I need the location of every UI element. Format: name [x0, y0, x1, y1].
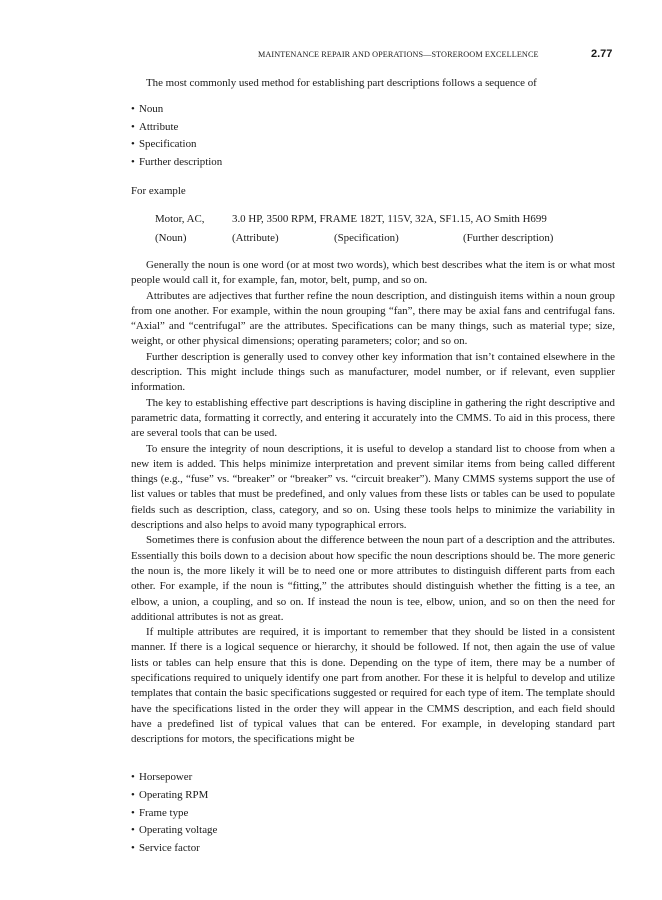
- body-paragraph: Attributes are adjectives that further refine the noun description, and distinguish items within a noun group from one another. For example, within the noun grouping “fan”, there may be axial fans and centrifugal fans. “Axial” and “centrifugal” are the attributes. Specifications can be many things, such as material type; size, weight, or other physical dimensions; operating parameters; color; and so on.: [131, 289, 615, 348]
- body-paragraph: Sometimes there is confusion about the difference between the noun part of a description and the attributes. Essentially this boils down to a decision about how specific the noun descriptions should be. The more generic the noun is, the more likely it will be to need one or more attributes to distinguish different parts from each other. For example, if the noun is “fitting,” the attributes should distinguish whether the fitting is a tee, an elbow, a union, a coupling, and so on. If instead the noun is tee, elbow, union, and so on then the need for additional attributes is not as great.: [131, 534, 615, 623]
- page-content: [131, 76, 615, 857]
- list-item: • Further description: [131, 154, 615, 172]
- body-paragraph: Generally the noun is one word (or at most two words), which best describes what the item is or what most people would call it, for example, fan, motor, belt, pump, and so on.: [131, 258, 615, 287]
- list-item: • Operating voltage: [131, 822, 615, 840]
- page-number: 2.77: [591, 48, 613, 60]
- running-head: MAINTENANCE REPAIR AND OPERATIONS—STOREROOM EXCELLENCE: [258, 50, 539, 59]
- example-noun-value: Motor, AC,: [155, 212, 205, 225]
- example-values-row: [131, 211, 615, 230]
- body-paragraph: To ensure the integrity of noun descriptions, it is useful to develop a standard list to choose from when a new item is added. This helps minimize interpretation and prevent similar items from being called different things (e.g., “fuse” vs. “breaker” or “breaker” vs. “circuit breaker”). Many CMMS systems support the use of list values or tables that must be predefined, and only values from these lists or tables can be used to populate fields such as description, class, category, and so on. Using these tools helps to minimize the variability in descriptions and also helps to avoid many typographical errors.: [131, 442, 615, 532]
- list-item: • Specification: [131, 136, 615, 154]
- body-paragraph: If multiple attributes are required, it is important to remember that they should be listed in a consistent manner. If there is a logical sequence or hierarchy, it should be followed. If not, then again the use of value lists or tables can help ensure that this is done. Depending on the type of item, there may be a number of specifications required to uniquely identify one part from another. For these it is helpful to develop and utilize templates that contain the basic specifications suggested or required for each type of item. The template should have the specifications listed in the order they will appear in the CMMS description, and each field should have a predefined list of typical values that can be entered. For example, in developing standard part descriptions for motors, the specifications might be: [131, 626, 615, 746]
- example-label-noun: (Noun): [155, 231, 187, 244]
- example-label-specification: (Specification): [334, 231, 399, 244]
- intro-paragraph: The most commonly used method for establishing part descriptions follows a sequence of: [146, 77, 537, 89]
- list-item: • Operating RPM: [131, 787, 615, 805]
- body-paragraph: The key to establishing effective part descriptions is having discipline in gathering the right descriptive and parametric data, formatting it correctly, and entering it accurately into the CMMS. To aid in this process, there are several tools that can be used.: [131, 396, 615, 440]
- list-item: • Frame type: [131, 805, 615, 823]
- list-item: • Noun: [131, 101, 615, 119]
- body-text: [131, 258, 615, 748]
- for-example-label: For example: [131, 184, 186, 197]
- list-item: • Service factor: [131, 840, 615, 858]
- list-item: • Attribute: [131, 119, 615, 137]
- description-sequence-list: [131, 101, 615, 171]
- motor-specifications-list: [131, 769, 615, 857]
- example-spec-value: 3.0 HP, 3500 RPM, FRAME 182T, 115V, 32A, SF1.15, AO Smith H699: [232, 212, 547, 225]
- page-header: [0, 48, 662, 64]
- example-description: [131, 211, 615, 249]
- body-paragraph: Further description is generally used to convey other key information that isn’t contained elsewhere in the description. This might include things such as manufacturer, model number, or if relevant, even supplier information.: [131, 350, 615, 394]
- example-labels-row: [131, 230, 615, 249]
- list-item: • Horsepower: [131, 769, 615, 787]
- example-label-attribute: (Attribute): [232, 231, 279, 244]
- example-label-further-description: (Further description): [463, 231, 554, 244]
